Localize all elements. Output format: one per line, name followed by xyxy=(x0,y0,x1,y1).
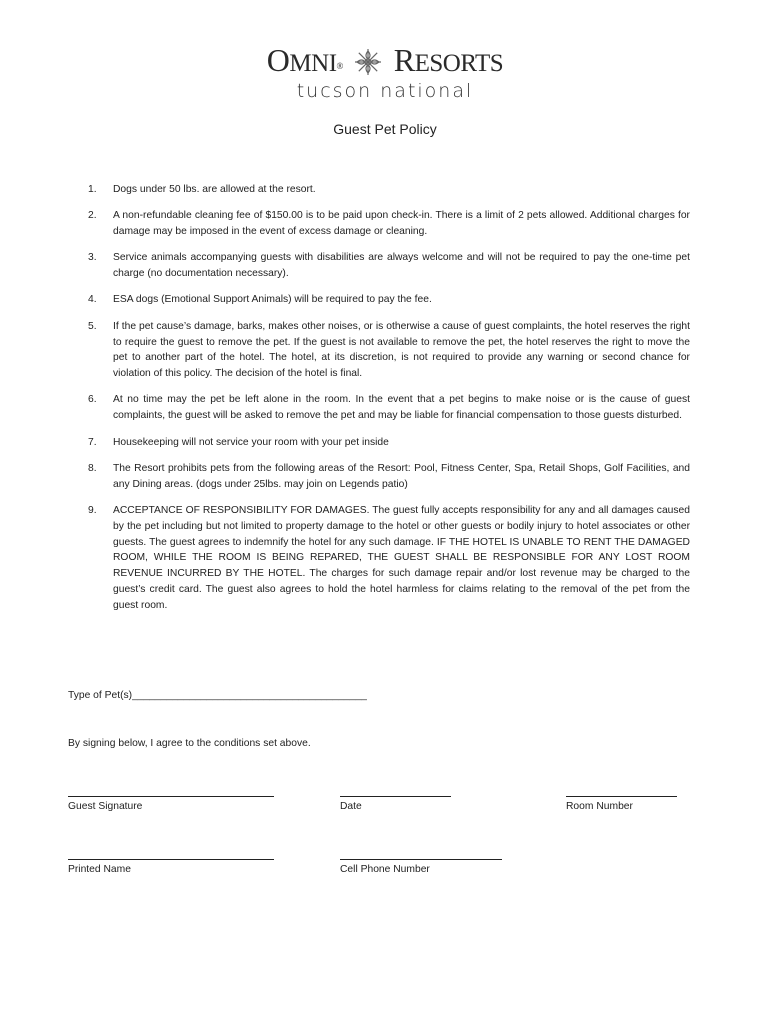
room-number-line[interactable] xyxy=(566,796,677,797)
policy-item-text: At no time may the pet be left alone in the room. In the event that a pet begins to make noise or is the cause of guest complaints, the guest will be asked to remove the pet and may be liable for financial compensation to those guests disturbed. xyxy=(113,394,690,422)
cell-phone-line[interactable] xyxy=(340,859,502,860)
policy-item-number: 4. xyxy=(88,294,97,306)
policy-item xyxy=(88,182,690,198)
policy-item xyxy=(88,503,690,614)
logo-subtitle: tucson national xyxy=(296,80,474,102)
policy-item-number: 2. xyxy=(88,210,97,222)
printed-name-label: Printed Name xyxy=(68,864,131,875)
pet-type-label: Type of Pet(s) xyxy=(68,690,133,701)
omni-seal-icon xyxy=(353,47,383,77)
cell-phone-label: Cell Phone Number xyxy=(340,864,430,875)
printed-name-line[interactable] xyxy=(68,859,274,860)
policy-item-text: The Resort prohibits pets from the following areas of the Resort: Pool, Fitness Center, Spa, Retail Shops, Golf Facilities, and any Dining areas. (dogs under 25lbs. may join on Legends patio) xyxy=(113,462,690,490)
date-label: Date xyxy=(340,801,362,812)
policy-item-number: 6. xyxy=(88,394,97,406)
policy-list xyxy=(88,182,690,624)
policy-item-text: Dogs under 50 lbs. are allowed at the resort. xyxy=(113,184,316,195)
policy-item-text: Housekeeping will not service your room with your pet inside xyxy=(113,436,389,448)
omni-resorts-logo xyxy=(0,40,770,104)
policy-item-number: 3. xyxy=(88,252,97,264)
guest-signature-line[interactable] xyxy=(68,796,274,797)
policy-item xyxy=(88,319,690,382)
policy-item-number: 8. xyxy=(88,462,97,474)
brand-resorts: RESORTS xyxy=(393,42,504,78)
policy-item xyxy=(88,208,690,240)
date-line[interactable] xyxy=(340,796,451,797)
policy-item xyxy=(88,461,690,493)
policy-item xyxy=(88,392,690,424)
policy-item xyxy=(88,250,690,282)
page-title: Guest Pet Policy xyxy=(333,121,437,137)
guest-signature-label: Guest Signature xyxy=(68,801,143,812)
policy-item xyxy=(88,435,690,451)
policy-item-text: ACCEPTANCE OF RESPONSIBILITY FOR DAMAGES. The guest fully accepts responsibility for any and all damages caused by the pet including but not limited to property damage to the hotel or other guests or bodily injury to hotel associates or other guests. The guest agrees to indemnify the hotel for any such damage. IF THE HOTEL IS UNABLE TO RENT THE DAMAGED ROOM, WHILE THE ROOM IS BEING REPARED, THE GUEST SHALL BE RESPONSIBLE FOR ANY LOST ROOM REVENUE INCURRED BY THE HOTEL. The charges for such damage repair and/or lost revenue may be charged to the guest’s credit card. The guest also agrees to hold the hotel harmless for claims relating to the removal of the pet from the guest room. xyxy=(113,504,690,611)
policy-item-number: 5. xyxy=(88,320,97,332)
policy-item-text: A non-refundable cleaning fee of $150.00 is to be paid upon check-in. There is a limit of 2 pets allowed. Additional charges for damage may be imposed in the event of excess damage or cleaning. xyxy=(113,210,690,238)
policy-item-number: 9. xyxy=(88,504,97,516)
policy-item-number: 7. xyxy=(88,436,97,448)
policy-item-number: 1. xyxy=(88,184,97,195)
agreement-statement: By signing below, I agree to the conditions set above. xyxy=(68,738,311,749)
policy-item xyxy=(88,292,690,308)
pet-type-field[interactable] xyxy=(68,690,367,701)
pet-type-blank[interactable]: _________________________________________ xyxy=(132,690,367,701)
brand-omni: OMNI® xyxy=(266,42,343,78)
policy-item-text: If the pet cause’s damage, barks, makes other noises, or is otherwise a cause of guest complaints, the hotel reserves the right to require the guest to remove the pet. If the guest is not available to remove the pet, the hotel reserves the right to move the pet to another part of the hotel. The hotel, at its discretion, is not required to provide any warning or second chance for violation of this policy. The decision of the hotel is final. xyxy=(113,320,690,380)
logo-wordmark xyxy=(0,40,770,80)
room-number-label: Room Number xyxy=(566,801,633,812)
policy-item-text: Service animals accompanying guests with disabilities are always welcome and will not be required to pay the one-time pet charge (no documentation necessary). xyxy=(113,252,690,280)
policy-item-text: ESA dogs (Emotional Support Animals) will be required to pay the fee. xyxy=(113,294,432,306)
